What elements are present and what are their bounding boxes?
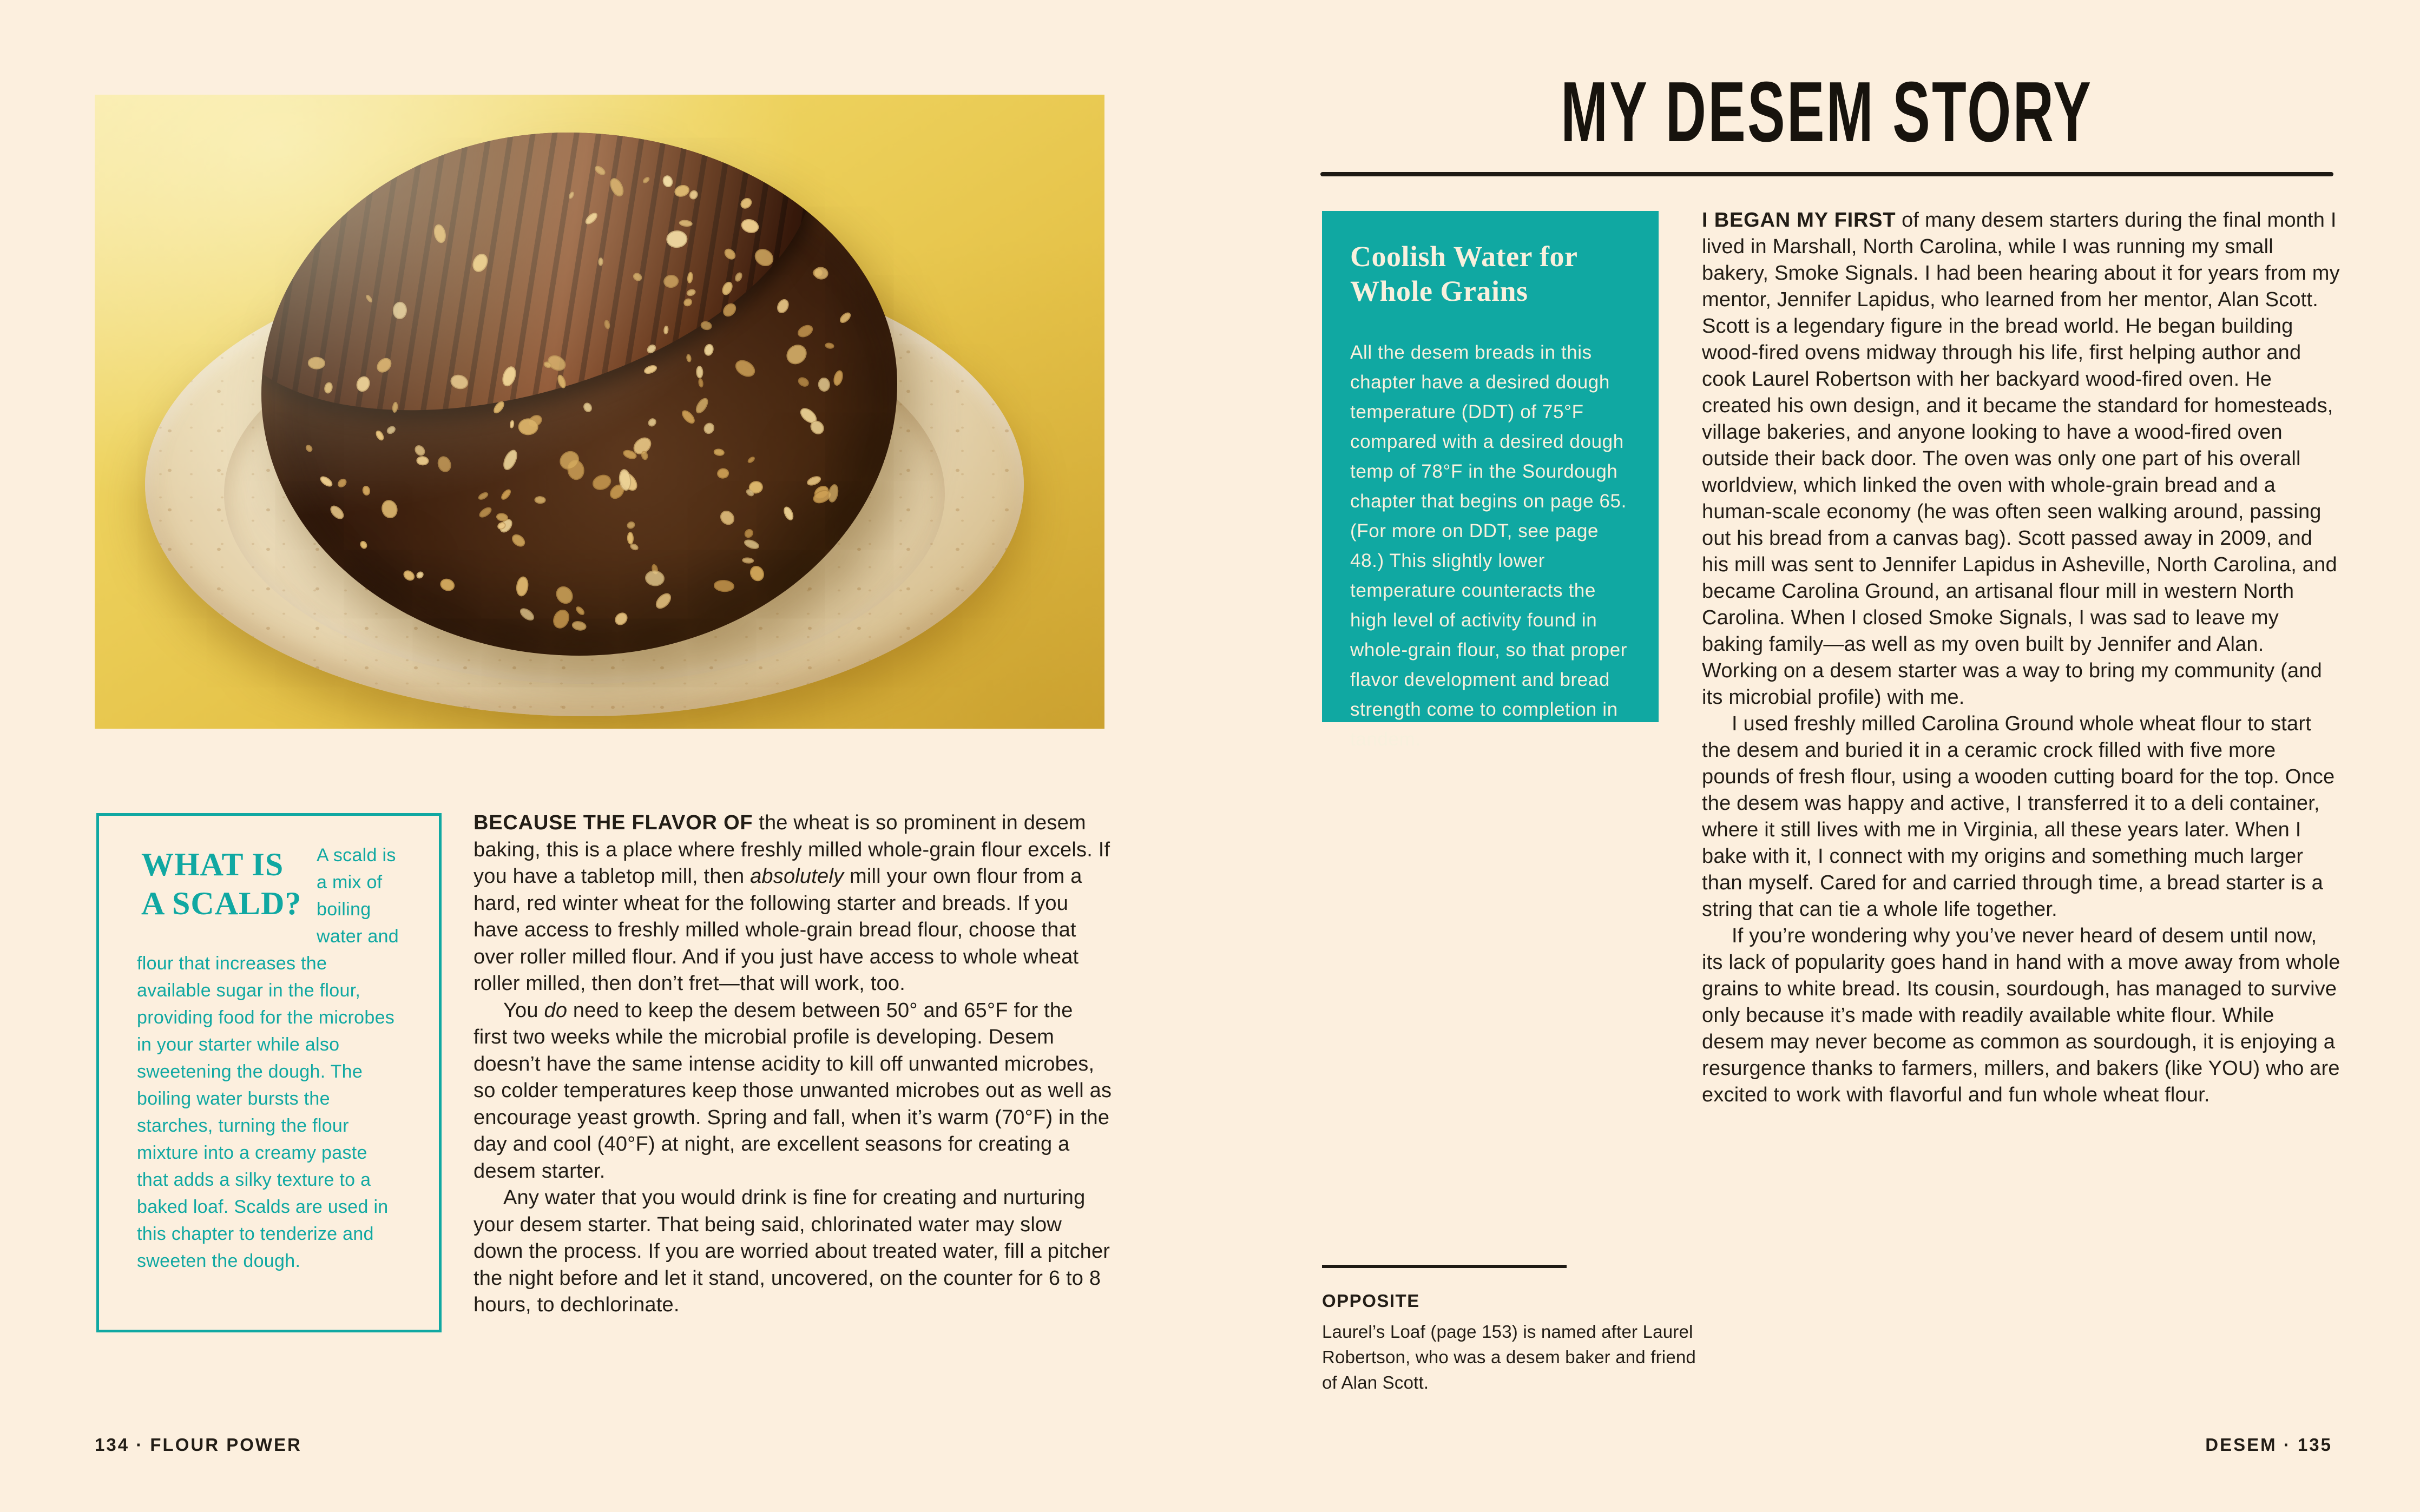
chapter-title-text: MY DESEM STORY: [1561, 64, 2093, 160]
paragraph-text: You: [503, 999, 544, 1022]
chapter-title: [1320, 64, 2333, 160]
right-page-footer: DESEM · 135: [2205, 1435, 2332, 1455]
caption-text: Laurel’s Loaf (page 153) is named after Laurel Robertson, who was a desem baker and friend of Alan Scott.: [1322, 1322, 1696, 1392]
paragraph-text: the wheat is so prominent in desem baking, this is a place where freshly milled whole-grain flour excels. If you have a tabletop mill, then: [474, 811, 1110, 888]
left-page-body: [474, 810, 1112, 1319]
callout-title: Coolish Water for Whole Grains: [1350, 240, 1577, 307]
scald-box-title: [141, 845, 309, 923]
scald-title-line2: A SCALD?: [141, 886, 302, 921]
italic-word: do: [544, 999, 568, 1022]
body-paragraph: Any water that you would drink is fine for creating and nurturing your desem starter. That being said, chlorinated water may slow down the process. If you are worried about treated water, fill a pitcher the night before and let it stand, uncovered, on the counter for 6 to 8 hours, to dechlorinate.: [474, 1186, 1110, 1316]
left-page-footer: 134 · FLOUR POWER: [95, 1435, 302, 1455]
scald-title-line1: WHAT IS: [141, 847, 284, 882]
title-rule: [1320, 172, 2333, 176]
scald-sidebar-box: [96, 813, 442, 1332]
photo-lighting-overlay: [95, 95, 1104, 729]
right-page-body: [1702, 207, 2340, 1108]
paragraph-text: of many desem starters during the final month I lived in Marshall, North Carolina, while I was running my small bakery, Smoke Signals. I had been hearing about it for years from my mentor, Jennifer Lapidus, who learned from her mentor, Alan Scott. Scott is a legendary figure in the bread world. He began building wood-fired ovens midway through his life, first helping author and cook Laurel Robertson with her backyard wood-fired oven. He created his own design, and it became the standard for homesteads, village bakeries, and anyone looking to have a wood-fired oven outside their back door. The oven was only one part of his overall worldview, which linked the oven with whole-grain bread and a human-scale economy (he was often seen walking around, passing out his bread from a canvas bag). Scott passed away in 2009, and his mill was sent to Jennifer Lapidus in Asheville, North Carolina, and became Carolina Ground, an artisanal flour mill in western North Carolina. When I closed Smoke Signals, I was sad to leave my baking family—as well as my oven built by Jennifer and Alan. Working on a desem starter was a way to bring my community (and its microbial profile) with me.: [1702, 209, 2340, 709]
body-paragraph: If you’re wondering why you’ve never heard of desem until now, its lack of popularity goes hand in hand with a move away from whole grains to white bread. Its cousin, sourdough, has managed to survive only because it’s made with readily available white flour. While desem may never become as common as sourdough, it is enjoying a resurgence thanks to farmers, millers, and bakers (like YOU) who are excited to work with flavorful and fun whole wheat flour.: [1702, 925, 2340, 1106]
body-paragraph: I used freshly milled Carolina Ground whole wheat flour to start the desem and buried it in a ceramic crock filled with five more pounds of fresh flour, using a wooden cutting board for the top. Once the desem was happy and active, I transferred it to a deli container, where it still lives with me in Virginia, all these years later. When I bake with it, I connect with my origins and something much larger than myself. Cared for and carried through time, a bread starter is a string that can tie a whole life together.: [1702, 712, 2335, 921]
coolish-water-callout-box: [1322, 211, 1659, 750]
photo-caption: [1322, 1265, 1701, 1395]
paragraph-text: need to keep the desem between 50° and 65°F for the first two weeks while the microbial profile is developing. Desem doesn’t have the same intense acidity to kill off unwanted microbes, so colder temperatures keep those unwanted microbes out as well as encourage yeast growth. Spring and fall, when it’s warm (70°F) in the day and cool (40°F) at night, are excellent seasons for creating a desem starter.: [474, 999, 1112, 1183]
paragraph-text: mill your own flour from a hard, red winter wheat for the following starter and breads. If you have access to freshly milled whole-grain bread flour, choose that over roller milled flour. And if you just have access to whole wheat roller milled, then don’t fret—that will work, too.: [474, 865, 1082, 995]
caption-rule: [1322, 1265, 1567, 1268]
paragraph-lead-in: BECAUSE THE FLAVOR OF: [474, 811, 753, 834]
bread-photo: [95, 95, 1104, 729]
body-paragraph: [474, 998, 1112, 1185]
caption-label: OPPOSITE: [1322, 1291, 1420, 1311]
paragraph-lead-in: I BEGAN MY FIRST: [1702, 209, 1896, 232]
body-paragraph: [474, 810, 1112, 998]
body-paragraph: [1702, 207, 2340, 711]
scald-box-body: A scald is a mix of boiling water and flour that increases the available sugar in the flour, providing food for the microbes in your starter while also sweetening the dough. The boiling water bursts the starches, turning the flour mixture into a creamy paste that adds a silky texture to a baked loaf. Scalds are used in this chapter to tenderize and sweeten the dough.: [137, 845, 399, 1271]
callout-body: All the desem breads in this chapter have a desired dough temperature (DDT) of 75°F compared with a desired dough temp of 78°F in the Sourdough chapter that begins on page 65. (For more on DDT, see page 48.) This slightly lower temperature counteracts the high level of activity found in whole-grain flour, so that proper flavor development and bread strength come to completion in tandem.: [1350, 342, 1628, 750]
italic-word: absolutely: [750, 865, 844, 888]
